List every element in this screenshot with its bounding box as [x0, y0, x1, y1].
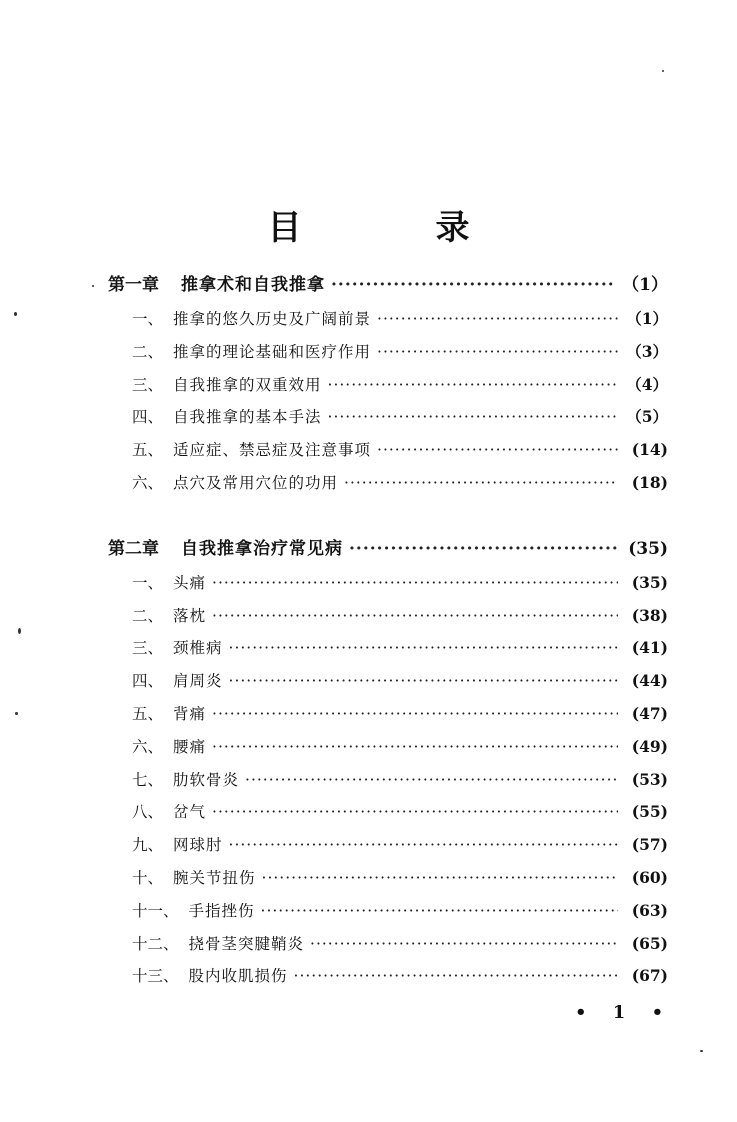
- entry-number: 五、: [132, 441, 164, 460]
- toc-entry[interactable]: [108, 866, 668, 899]
- entry-number: 五、: [132, 704, 164, 723]
- entry-number: 二、: [132, 606, 164, 625]
- entry-number: 四、: [132, 672, 164, 691]
- entry-number: 八、: [132, 803, 164, 822]
- dot-leader: [349, 539, 618, 559]
- scan-speck: [662, 70, 664, 72]
- dot-leader: [245, 771, 618, 789]
- toc-entry[interactable]: [108, 702, 668, 735]
- dot-leader: [229, 672, 618, 690]
- entry-number: 十二、: [132, 934, 179, 953]
- toc-entry[interactable]: [108, 438, 668, 471]
- toc-entry[interactable]: [108, 604, 668, 637]
- entry-title: 网球肘: [173, 836, 223, 855]
- entry-number: 十三、: [132, 967, 179, 986]
- dot-leader: [212, 705, 618, 723]
- entry-number: 七、: [132, 770, 164, 789]
- entry-number: 六、: [132, 737, 164, 756]
- chapter-title: 自我推拿治疗常见病: [181, 538, 343, 559]
- dot-leader: [212, 803, 618, 821]
- dot-leader: [377, 343, 618, 361]
- page-reference: (55): [631, 802, 668, 822]
- page-reference: (60): [631, 867, 668, 887]
- entry-title: 手指挫伤: [188, 901, 255, 920]
- entry-number: 三、: [132, 375, 164, 394]
- toc-entry[interactable]: [108, 340, 668, 373]
- toc-entry[interactable]: [108, 833, 668, 866]
- page-reference: （5）: [626, 407, 668, 427]
- toc-entry[interactable]: [108, 471, 668, 504]
- toc-entry[interactable]: [108, 669, 668, 702]
- toc-entry[interactable]: [108, 735, 668, 768]
- toc-entry[interactable]: [108, 800, 668, 833]
- scan-speck: [18, 628, 21, 634]
- entry-title: 股内收肌损伤: [188, 967, 288, 986]
- chapter-heading[interactable]: [108, 270, 668, 307]
- page-reference: (63): [631, 900, 668, 920]
- dot-leader: [310, 935, 618, 953]
- page-reference: (14): [631, 440, 668, 460]
- toc-entry[interactable]: [108, 636, 668, 669]
- entry-number: 四、: [132, 408, 164, 427]
- page-reference: (65): [631, 933, 668, 953]
- dot-leader: [212, 574, 618, 592]
- dot-leader: [212, 607, 618, 625]
- entry-title: 背痛: [173, 704, 207, 723]
- page-reference: (41): [631, 638, 668, 658]
- toc-entry[interactable]: [108, 768, 668, 801]
- chapter-title: 推拿术和自我推拿: [181, 275, 325, 295]
- entry-title: 落枕: [173, 606, 207, 625]
- page-reference: (38): [631, 605, 668, 625]
- entry-number: 二、: [132, 342, 164, 361]
- page-reference: （1）: [622, 275, 668, 295]
- toc-entry[interactable]: [108, 373, 668, 406]
- scan-speck: [92, 285, 94, 287]
- page-reference: (67): [631, 966, 668, 986]
- dot-leader: [331, 275, 616, 295]
- page-reference: （4）: [626, 374, 668, 394]
- dot-leader: [328, 376, 618, 394]
- chapter-heading[interactable]: [108, 534, 668, 571]
- entry-title: 肩周炎: [173, 672, 223, 691]
- entry-title: 腰痛: [173, 737, 207, 756]
- page-reference: （3）: [626, 341, 668, 361]
- dot-leader: [229, 836, 618, 854]
- dot-leader: [261, 902, 618, 920]
- page-reference: (53): [631, 769, 668, 789]
- dot-leader: [229, 639, 618, 657]
- entry-number: 六、: [132, 473, 164, 492]
- page-reference: （1）: [626, 309, 668, 328]
- page-reference: (57): [631, 835, 668, 855]
- entry-number: 三、: [132, 639, 164, 658]
- dot-leader: [212, 738, 618, 756]
- chapter-number: 第一章: [108, 275, 159, 295]
- dot-leader: [262, 869, 618, 887]
- entry-number: 一、: [132, 573, 164, 592]
- toc-entry[interactable]: [108, 899, 668, 932]
- entry-title: 推拿的悠久历史及广阔前景: [173, 310, 372, 328]
- entry-title: 肋软骨炎: [173, 770, 240, 789]
- entry-title: 自我推拿的双重效用: [173, 375, 322, 394]
- entry-title: 腕关节扭伤: [173, 868, 256, 887]
- dot-leader: [328, 408, 618, 426]
- scan-speck: [700, 1050, 703, 1052]
- toc-entry[interactable]: [108, 932, 668, 965]
- entry-title: 颈椎病: [173, 639, 223, 658]
- toc-entry[interactable]: [108, 405, 668, 438]
- toc-entry[interactable]: [108, 964, 668, 997]
- scan-speck: [14, 312, 17, 316]
- page-reference: (49): [631, 736, 668, 756]
- entry-title: 推拿的理论基础和医疗作用: [173, 342, 372, 361]
- entry-title: 适应症、禁忌症及注意事项: [173, 441, 372, 460]
- page-reference: (47): [631, 703, 668, 723]
- toc-title: 目 录: [267, 208, 520, 248]
- entry-title: 点穴及常用穴位的功用: [173, 473, 339, 492]
- dot-leader: [377, 441, 618, 459]
- page-reference: (35): [631, 572, 668, 592]
- entry-title: 挠骨茎突腱鞘炎: [188, 934, 305, 953]
- dot-leader: [344, 474, 618, 492]
- entry-title: 自我推拿的基本手法: [173, 408, 322, 427]
- entry-number: 十一、: [132, 901, 179, 920]
- entry-title: 头痛: [173, 573, 207, 592]
- page-number: • 1 •: [575, 1002, 674, 1023]
- toc-entry[interactable]: [108, 307, 668, 340]
- page-reference: (44): [631, 671, 668, 691]
- chapter-number: 第二章: [108, 538, 159, 559]
- dot-leader: [294, 967, 618, 985]
- entry-number: 十、: [132, 868, 164, 887]
- dot-leader: [377, 310, 618, 328]
- toc-entry[interactable]: [108, 571, 668, 604]
- entry-title: 岔气: [173, 803, 207, 822]
- entry-number: 一、: [132, 310, 164, 328]
- chapter-gap: [108, 504, 668, 534]
- page-reference: (18): [631, 472, 668, 492]
- entry-number: 九、: [132, 836, 164, 855]
- page-reference: (35): [628, 538, 668, 559]
- table-of-contents: [108, 270, 668, 997]
- scan-speck: [15, 712, 18, 715]
